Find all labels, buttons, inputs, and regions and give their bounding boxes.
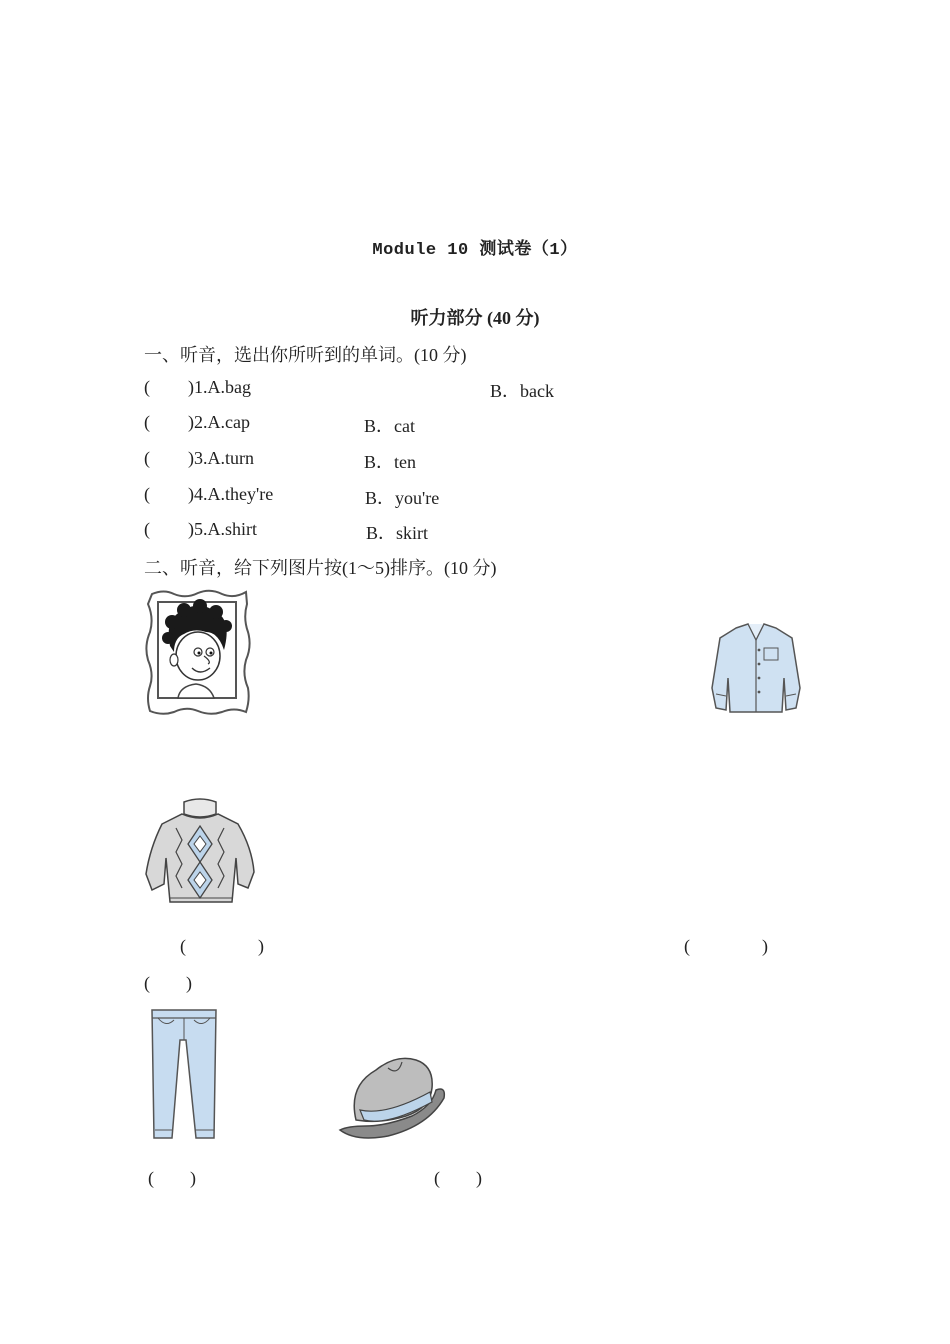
q5-paren: (: [144, 519, 150, 539]
section2-heading: 二、听音，给下列图片按(1～5)排序。(10 分): [144, 558, 497, 578]
answer-bracket-shirt[interactable]: ( ): [684, 936, 768, 956]
jeans-image: [146, 1006, 222, 1142]
q1-paren: (: [144, 377, 150, 397]
q1-option-a: )1.A.bag: [188, 377, 251, 397]
section-subtitle: 听力部分 (40 分): [410, 308, 540, 328]
q3-option-b: B．ten: [364, 452, 416, 472]
boy-portrait-image: [144, 588, 252, 716]
q3-paren: (: [144, 448, 150, 468]
section1-heading: 一、听音，选出你所听到的单词。(10 分): [144, 345, 467, 365]
shirt-image: [706, 618, 806, 716]
answer-bracket-jeans[interactable]: ( ): [148, 1168, 196, 1188]
q4-option-a: )4.A.they're: [188, 484, 274, 504]
sweater-image: [144, 798, 256, 908]
q2-option-b: B．cat: [364, 416, 415, 436]
q3-option-a: )3.A.turn: [188, 448, 254, 468]
q4-option-b: B．you're: [365, 488, 440, 508]
page-title: Module 10 测试卷（1）: [372, 241, 578, 260]
q2-option-a: )2.A.cap: [188, 412, 250, 432]
q4-paren: (: [144, 484, 150, 504]
q5-option-a: )5.A.shirt: [188, 519, 257, 539]
hat-image: [336, 1046, 448, 1144]
answer-bracket-extra[interactable]: ( ): [144, 973, 192, 993]
answer-bracket-hat[interactable]: ( ): [434, 1168, 482, 1188]
q2-paren: (: [144, 412, 150, 432]
answer-bracket-boy-sweater[interactable]: ( ): [180, 936, 264, 956]
q5-option-b: B．skirt: [366, 523, 429, 543]
q1-option-b: B．back: [490, 381, 554, 401]
